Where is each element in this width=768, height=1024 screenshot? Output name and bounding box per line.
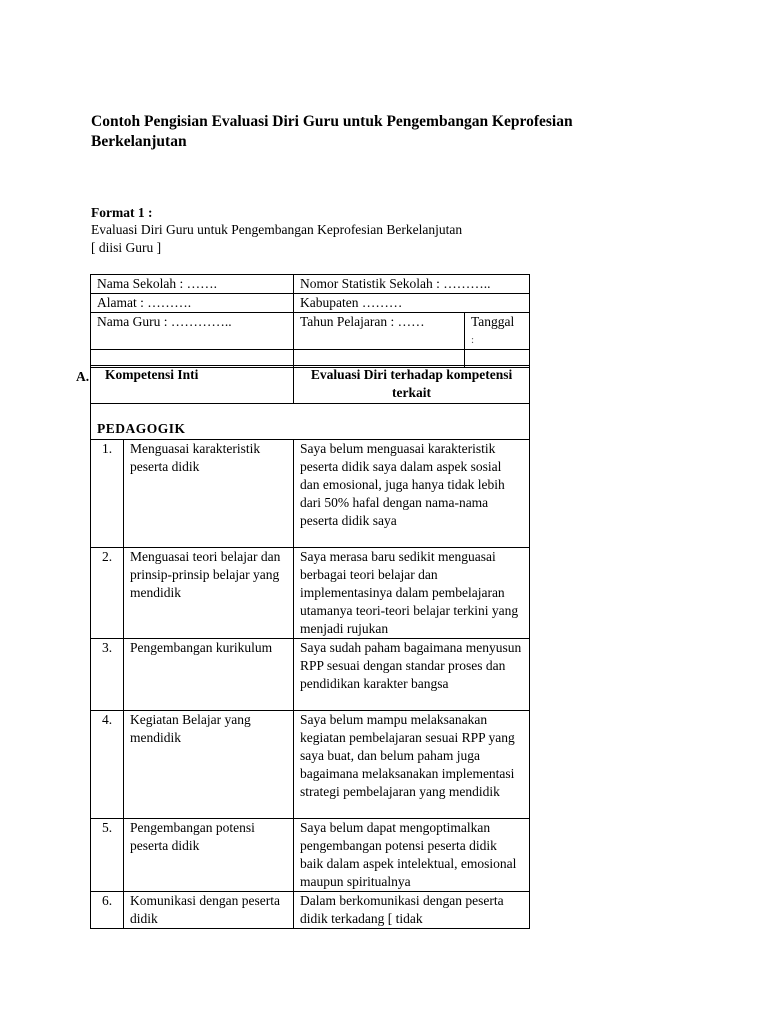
alamat-cell: Alamat : ………. xyxy=(91,294,294,313)
table-row xyxy=(91,440,530,548)
competency-evaluation: Saya merasa baru sedikit menguasai berbagai teori belajar dan implementasinya dalam pembelajaran utamanya teori-teori belajar terkini yang menjadi rujukan xyxy=(294,548,530,639)
row-number: 3. xyxy=(91,639,124,711)
competency-name: Menguasai karakteristik peserta didik xyxy=(124,440,294,548)
section-letter: A. xyxy=(76,369,90,384)
category-pedagogik: PEDAGOGIK xyxy=(91,404,530,440)
competency-evaluation: Dalam berkomunikasi dengan peserta didik terkadang [ tidak xyxy=(294,892,530,929)
tanggal-label: Tanggal xyxy=(471,314,515,329)
competency-name: Komunikasi dengan peserta didik xyxy=(124,892,294,929)
nama-guru-cell: Nama Guru : ………….. xyxy=(91,313,294,350)
tanggal-colon: : xyxy=(471,334,475,346)
table-row xyxy=(91,711,530,819)
school-info-table xyxy=(90,274,530,368)
competency-header-row xyxy=(91,366,530,404)
table-row xyxy=(91,548,530,639)
nomor-statistik-cell: Nomor Statistik Sekolah : ……….. xyxy=(294,275,530,294)
format-label: Format 1 : xyxy=(91,205,153,220)
row-number: 1. xyxy=(91,440,124,548)
format-desc-line2: [ diisi Guru ] xyxy=(91,240,162,255)
info-row-teacher xyxy=(91,313,530,350)
kabupaten-cell: Kabupaten ……… xyxy=(294,294,530,313)
competency-name: Pengembangan potensi peserta didik xyxy=(124,819,294,892)
table-row xyxy=(91,639,530,711)
category-row xyxy=(91,404,530,440)
info-row-school xyxy=(91,275,530,294)
competency-evaluation: Saya belum mampu melaksanakan kegiatan pembelajaran sesuai RPP yang saya buat, dan belum paham juga bagaimana melaksanakan implementasi strategi pembelajaran yang mendidik xyxy=(294,711,530,819)
document-title: Contoh Pengisian Evaluasi Diri Guru untuk Pengembangan Keprofesian Berkelanjutan xyxy=(91,113,573,150)
competency-evaluation: Saya belum menguasai karakteristik peserta didik saya dalam aspek sosial dan emosional, juga hanya tidak lebih dari 50% hafal dengan nama-nama peserta didik saya xyxy=(294,440,530,548)
competency-name: Kegiatan Belajar yang mendidik xyxy=(124,711,294,819)
table-row xyxy=(91,892,530,929)
row-number: 5. xyxy=(91,819,124,892)
table-row xyxy=(91,819,530,892)
info-row-address xyxy=(91,294,530,313)
competency-name: Pengembangan kurikulum xyxy=(124,639,294,711)
format-description xyxy=(91,221,551,257)
format-desc-line1: Evaluasi Diri Guru untuk Pengembangan Keprofesian Berkelanjutan xyxy=(91,222,463,237)
tanggal-cell xyxy=(465,313,530,350)
nama-sekolah-cell: Nama Sekolah : ……. xyxy=(91,275,294,294)
row-number: 2. xyxy=(91,548,124,639)
row-number: 4. xyxy=(91,711,124,819)
competency-name: Menguasai teori belajar dan prinsip-prinsip belajar yang mendidik xyxy=(124,548,294,639)
header-kompetensi-inti: Kompetensi Inti xyxy=(91,366,294,404)
competency-evaluation: Saya sudah paham bagaimana menyusun RPP sesuai dengan standar proses dan pendidikan karakter bangsa xyxy=(294,639,530,711)
header-evaluasi-diri: Evaluasi Diri terhadap kompetensi terkait xyxy=(294,366,530,404)
tahun-pelajaran-cell: Tahun Pelajaran : …… xyxy=(294,313,465,350)
competency-table xyxy=(90,365,530,929)
competency-evaluation: Saya belum dapat mengoptimalkan pengembangan potensi peserta didik baik dalam aspek intelektual, emosional maupun spiritualnya xyxy=(294,819,530,892)
row-number: 6. xyxy=(91,892,124,929)
